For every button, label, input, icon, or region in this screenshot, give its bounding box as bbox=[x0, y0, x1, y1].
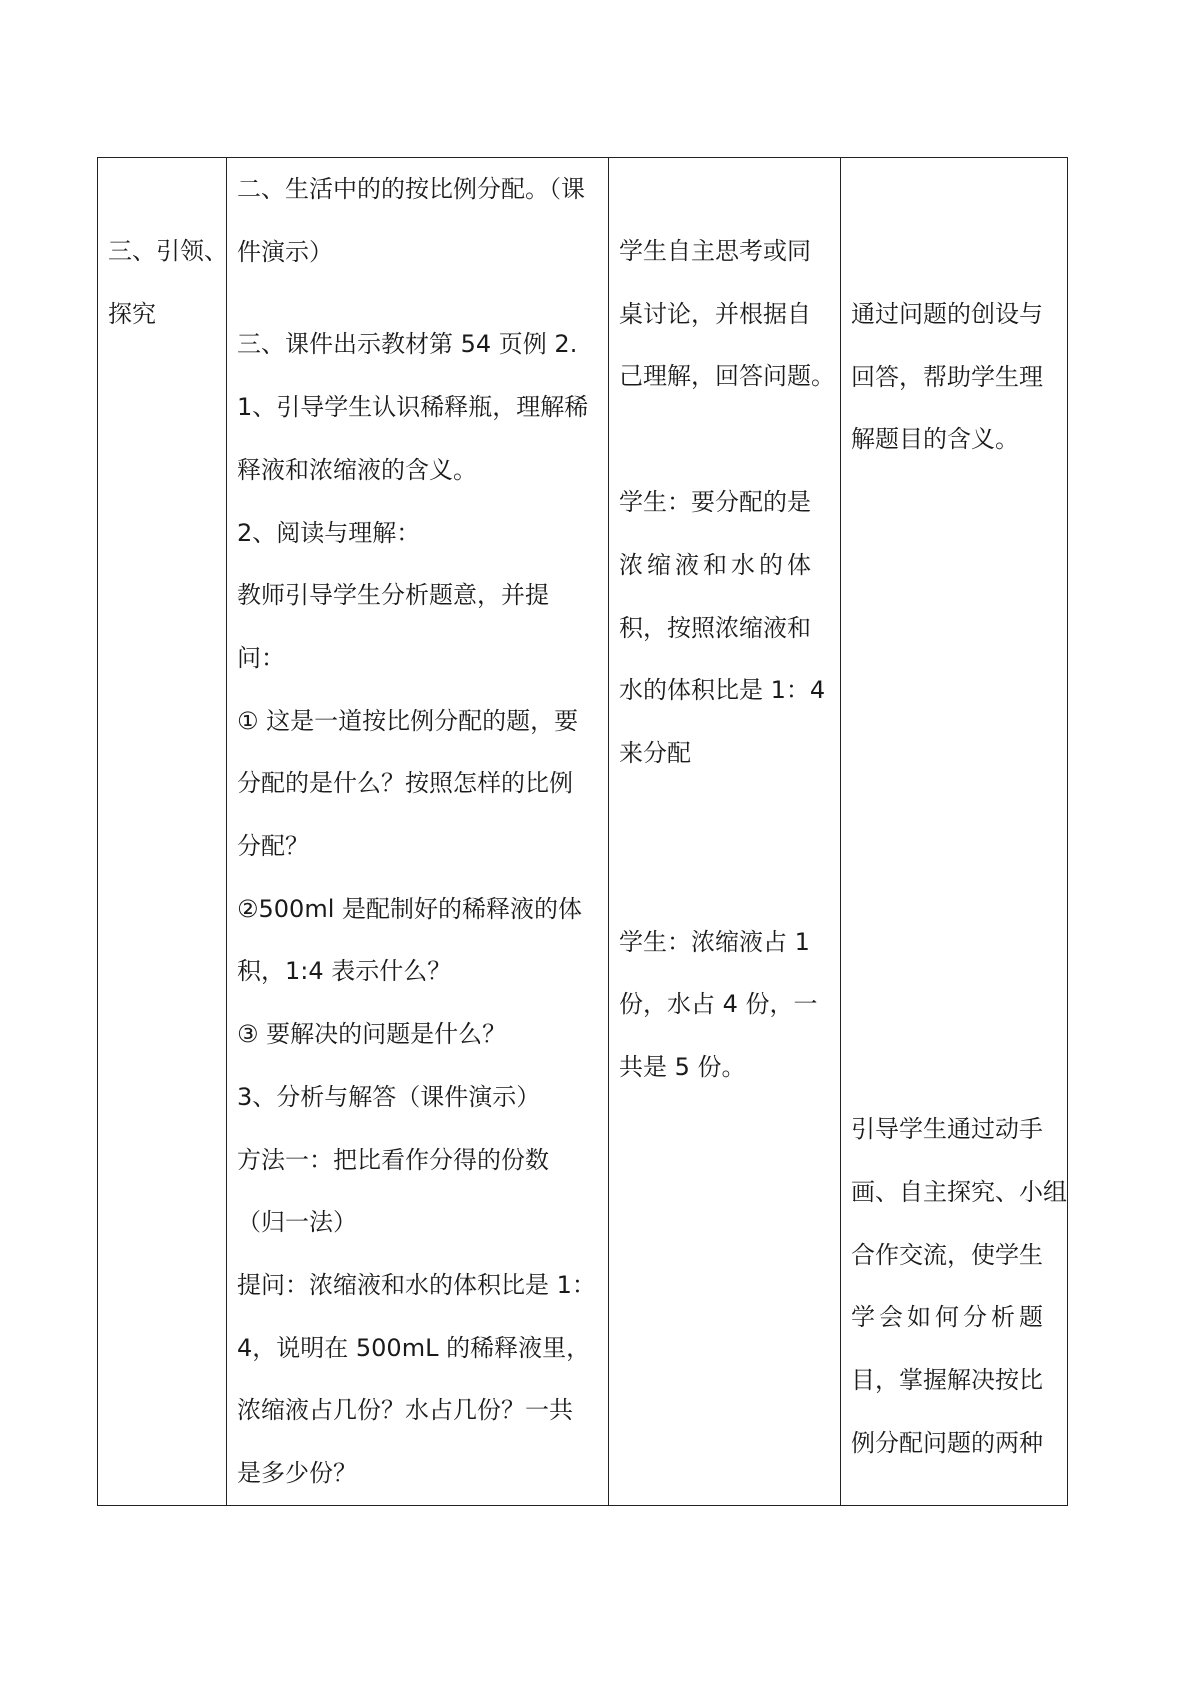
intent-line: 引导学生通过动手 bbox=[851, 1115, 1043, 1144]
teacher-line: 1、引导学生认识稀释瓶，理解稀 bbox=[237, 393, 589, 422]
column-divider bbox=[608, 158, 609, 1505]
teacher-line: 2、阅读与理解： bbox=[237, 518, 421, 547]
teacher-line: 二、生活中的的按比例分配。（课 bbox=[237, 175, 585, 203]
teacher-line: 4，说明在 500mL 的稀释液里， bbox=[237, 1333, 591, 1362]
stage-line: 三、引领、 bbox=[108, 237, 228, 265]
teacher-line: 积，1:4 表示什么？ bbox=[237, 957, 452, 986]
teacher-line: 分配？ bbox=[237, 832, 309, 861]
teacher-line: 问： bbox=[237, 643, 285, 672]
stage-cell bbox=[108, 158, 228, 345]
teacher-line: 方法一：把比看作分得的份数 bbox=[237, 1145, 549, 1174]
intent-line: 学会如何分析题 bbox=[851, 1303, 1047, 1332]
teacher-line: ① 这是一道按比例分配的题，要 bbox=[237, 706, 579, 735]
student-line: 桌讨论，并根据自 bbox=[619, 299, 811, 328]
teacher-line: （归一法） bbox=[237, 1208, 357, 1237]
teacher-line: 分配的是什么？按照怎样的比例 bbox=[237, 769, 573, 798]
column-divider bbox=[840, 158, 841, 1505]
teacher-line: ③ 要解决的问题是什么？ bbox=[237, 1020, 507, 1049]
teacher-line: ②500ml 是配制好的稀释液的体 bbox=[237, 894, 582, 923]
student-activity-cell bbox=[619, 158, 835, 1099]
intent-line: 画、自主探究、小组 bbox=[851, 1177, 1067, 1206]
column-divider bbox=[226, 158, 227, 1505]
student-line: 水的体积比是 1：4 bbox=[619, 676, 826, 705]
teacher-activity-cell bbox=[237, 158, 596, 1505]
teacher-line: 浓缩液占几份？水占几份？一共 bbox=[237, 1396, 573, 1425]
student-line: 积，按照浓缩液和 bbox=[619, 613, 811, 642]
student-line: 学生：要分配的是 bbox=[619, 488, 811, 517]
teacher-line: 三、课件出示教材第 54 页例 2. bbox=[237, 330, 578, 359]
student-line: 份，水占 4 份，一 bbox=[619, 990, 818, 1019]
lesson-plan-table bbox=[97, 157, 1068, 1506]
design-intent-cell bbox=[851, 158, 1067, 1474]
student-line: 己理解，回答问题。 bbox=[619, 362, 835, 391]
teacher-line: 件演示） bbox=[237, 237, 333, 266]
intent-line: 目，掌握解决按比 bbox=[851, 1365, 1043, 1394]
student-line: 来分配 bbox=[619, 738, 691, 767]
intent-line: 解题目的含义。 bbox=[851, 425, 1019, 454]
teacher-line: 3、分析与解答（课件演示） bbox=[237, 1082, 541, 1111]
intent-line: 例分配问题的两种 bbox=[851, 1428, 1043, 1457]
teacher-line: 教师引导学生分析题意，并提 bbox=[237, 581, 549, 610]
student-line: 浓缩液和水的体 bbox=[619, 550, 815, 579]
teacher-line: 提问：浓缩液和水的体积比是 1： bbox=[237, 1270, 596, 1299]
teacher-line: 是多少份？ bbox=[237, 1459, 357, 1488]
intent-line: 合作交流，使学生 bbox=[851, 1240, 1043, 1269]
stage-line: 探究 bbox=[108, 299, 156, 328]
student-line: 学生：浓缩液占 1 bbox=[619, 927, 810, 956]
intent-line: 回答，帮助学生理 bbox=[851, 362, 1043, 391]
student-line: 共是 5 份。 bbox=[619, 1053, 746, 1082]
student-line: 学生自主思考或同 bbox=[619, 237, 811, 265]
teacher-line: 释液和浓缩液的含义。 bbox=[237, 455, 477, 484]
intent-line: 通过问题的创设与 bbox=[851, 300, 1043, 328]
